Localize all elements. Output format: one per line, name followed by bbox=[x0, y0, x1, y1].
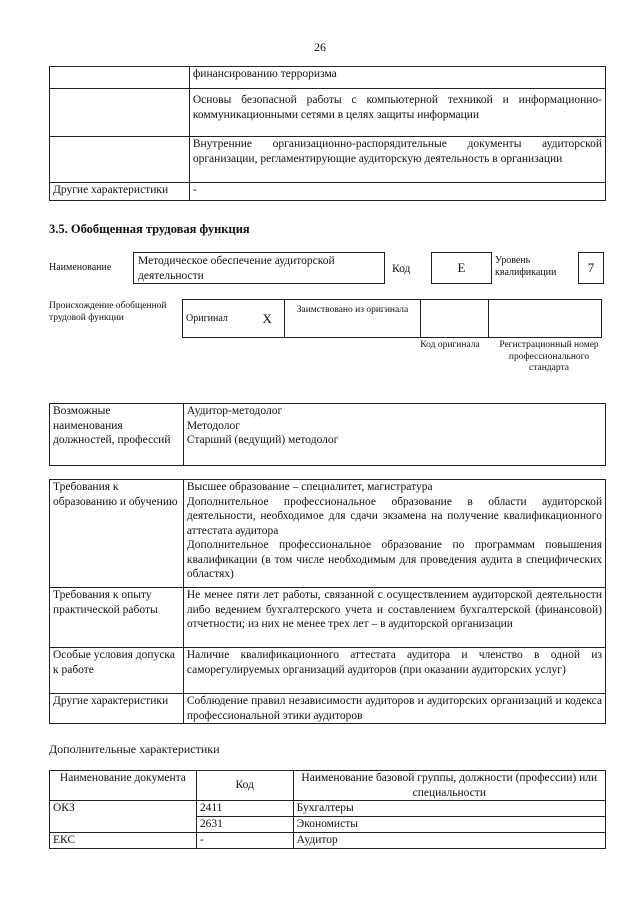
position-item: Аудитор-методолог bbox=[186, 405, 283, 417]
name-value: Методическое обеспечение аудиторской деятельности bbox=[133, 252, 385, 284]
additional-code: 2411 bbox=[196, 801, 293, 817]
section-heading: 3.5. Обобщенная трудовая функция bbox=[49, 222, 250, 236]
positions-table bbox=[49, 403, 606, 466]
experience-value: Не менее пяти лет работы, связанной с осуществлением аудиторской деятельности либо ведением бухгалтерского учета и составлением бухгалтерской (финансовой) отчетности; из них не менее трех лет – в аудиторской организации bbox=[183, 588, 605, 648]
level-value: 7 bbox=[578, 252, 604, 284]
additional-header-document: Наименование документа bbox=[50, 771, 197, 801]
top-table-empty-cell bbox=[50, 89, 190, 137]
education-values bbox=[183, 480, 605, 588]
origin-original-mark: X bbox=[251, 300, 285, 338]
top-table-empty-cell bbox=[50, 137, 190, 183]
top-table-row2: Основы безопасной работы с компьютерной техникой и информационно-коммуникационными сетями в целях защиты информации bbox=[189, 89, 605, 137]
other-value: Соблюдение правил независимости аудиторов и аудиторских организаций и кодекса профессиональной этики аудиторов bbox=[183, 694, 605, 724]
additional-header-group: Наименование базовой группы, должности (профессии) или специальности bbox=[293, 771, 605, 801]
additional-doc-okz: ОКЗ bbox=[50, 801, 197, 833]
origin-code-caption: Код оригинала bbox=[420, 340, 480, 350]
top-table bbox=[49, 66, 606, 201]
experience-label: Требования к опыту практической работы bbox=[50, 588, 184, 648]
positions-label: Возможные наименования должностей, профессий bbox=[50, 404, 184, 466]
origin-borrowed-label: Заимствовано из оригинала bbox=[285, 300, 421, 338]
education-line: Высшее образование – специалитет, магистратура bbox=[186, 481, 433, 493]
other-label: Другие характеристики bbox=[50, 694, 184, 724]
additional-code: 2631 bbox=[196, 817, 293, 833]
requirements-table bbox=[49, 479, 606, 724]
education-line: Дополнительное профессиональное образование по программам повышения квалификации (в том числе необходимым для проведения аудита в специфических областях) bbox=[186, 539, 602, 580]
origin-code-cell bbox=[421, 300, 489, 338]
origin-table bbox=[182, 299, 602, 338]
position-item: Методолог bbox=[186, 419, 240, 432]
additional-code: - bbox=[196, 833, 293, 849]
origin-original-label: Оригинал bbox=[183, 300, 251, 338]
page-number: 26 bbox=[314, 40, 326, 54]
positions-values bbox=[183, 404, 605, 466]
origin-label: Происхождение обобщенной трудовой функции bbox=[49, 301, 167, 323]
top-table-row1: финансированию терроризма bbox=[189, 67, 605, 89]
code-label: Код bbox=[392, 263, 411, 275]
origin-reg-cell bbox=[489, 300, 602, 338]
code-value: E bbox=[431, 252, 492, 284]
additional-heading: Дополнительные характеристики bbox=[49, 742, 220, 756]
name-label: Наименование bbox=[49, 262, 112, 273]
top-table-empty-cell bbox=[50, 67, 190, 89]
additional-doc-eks: ЕКС bbox=[50, 833, 197, 849]
level-label: Уровень квалификации bbox=[495, 255, 557, 278]
conditions-label: Особые условия допуска к работе bbox=[50, 648, 184, 694]
top-table-row4-label: Другие характеристики bbox=[50, 183, 190, 201]
position-item: Старший (ведущий) методолог bbox=[186, 434, 339, 446]
conditions-value: Наличие квалификационного аттестата аудитора и членство в одной из саморегулируемых организаций аудиторов (при оказании аудиторских услуг) bbox=[183, 648, 605, 694]
additional-group: Аудитор bbox=[293, 833, 605, 849]
top-table-row3: Внутренние организационно-распорядительные документы аудиторской организации, регламентирующие аудиторскую деятельность в организации bbox=[189, 137, 605, 183]
education-line: Дополнительное профессиональное образование в области аудиторской деятельности, необходимое для сдачи экзамена на получение квалификационного аттестата аудитора bbox=[186, 495, 602, 537]
origin-reg-caption: Регистрационный номер профессионального стандарта bbox=[499, 340, 599, 373]
top-table-row4-value: - bbox=[189, 183, 605, 201]
additional-header-code: Код bbox=[196, 771, 293, 801]
additional-group: Экономисты bbox=[293, 817, 605, 833]
additional-table bbox=[49, 770, 606, 849]
additional-group: Бухгалтеры bbox=[293, 801, 605, 817]
education-label: Требования к образованию и обучению bbox=[50, 480, 184, 588]
